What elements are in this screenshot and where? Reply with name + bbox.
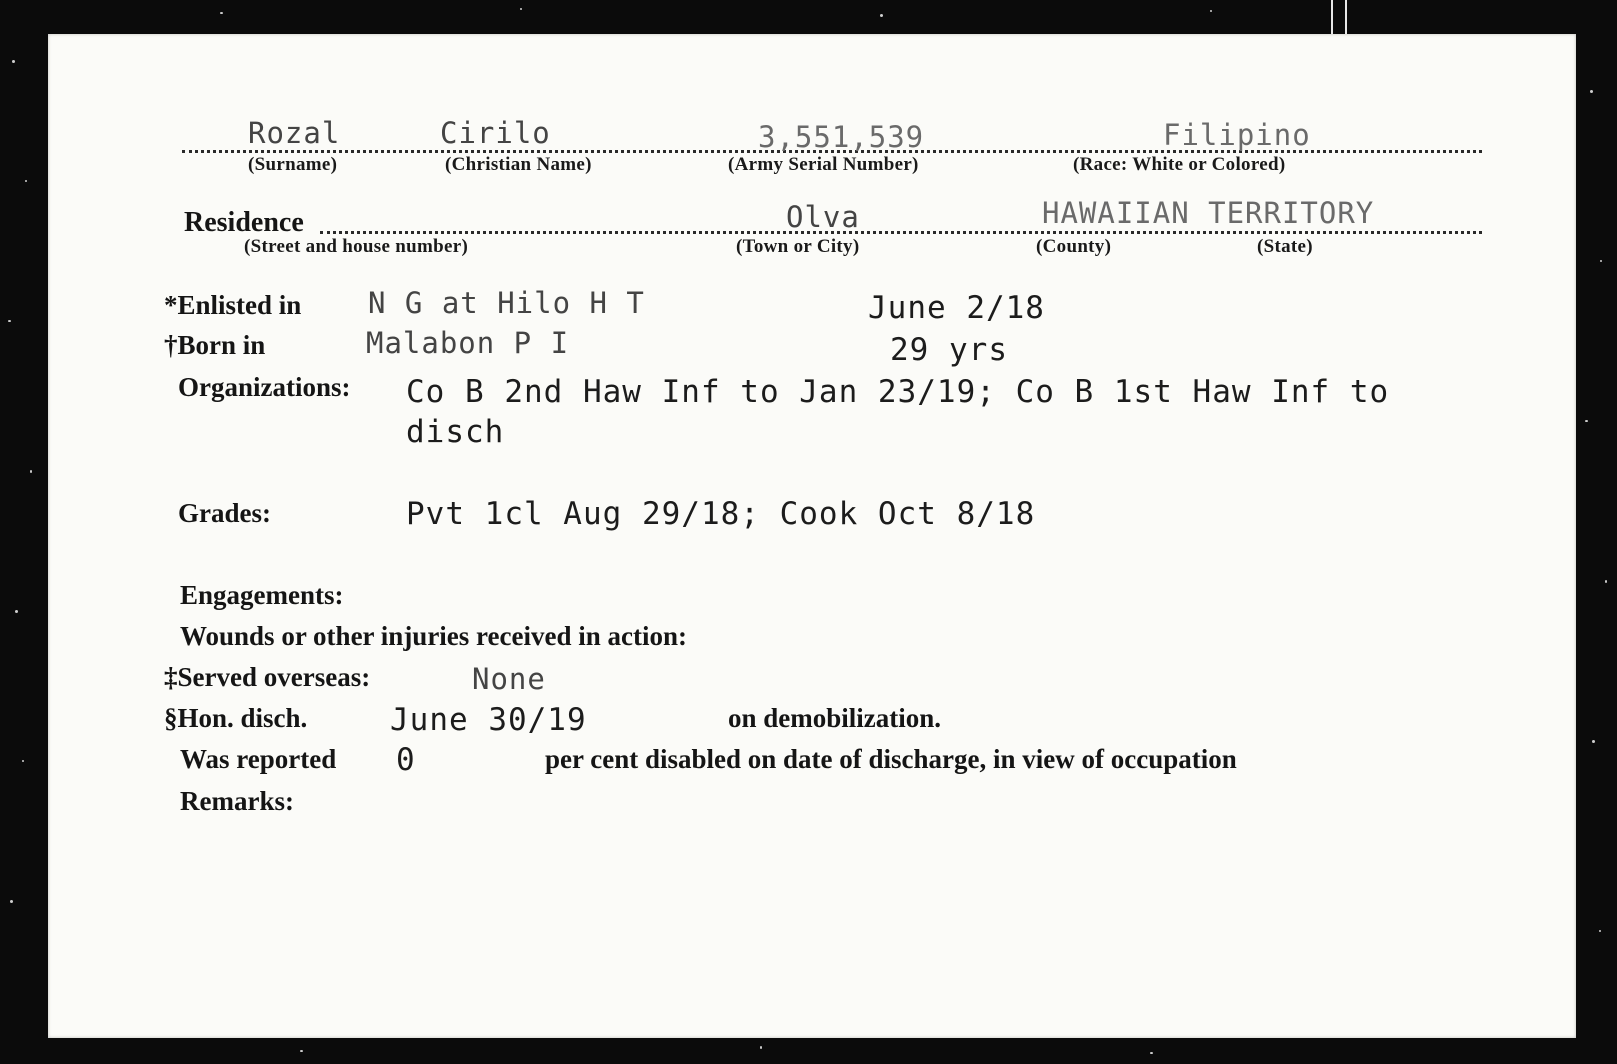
residence-label: Residence bbox=[184, 207, 304, 238]
organizations-line-2: disch bbox=[406, 414, 505, 450]
organizations-label: Organizations: bbox=[178, 372, 351, 402]
serial-number-caption: (Army Serial Number) bbox=[728, 154, 919, 175]
born-label: †Born in bbox=[164, 330, 266, 360]
county-caption: (County) bbox=[1036, 236, 1112, 257]
christian-name-value: Cirilo bbox=[440, 116, 551, 150]
remarks-label: Remarks: bbox=[180, 786, 294, 816]
scan-frame-line bbox=[1331, 0, 1333, 34]
enlisted-date: June 2/18 bbox=[868, 290, 1045, 326]
surname-value: Rozal bbox=[248, 116, 341, 150]
race-caption: (Race: White or Colored) bbox=[1073, 154, 1286, 175]
christian-name-caption: (Christian Name) bbox=[445, 154, 592, 175]
town-caption: (Town or City) bbox=[736, 236, 860, 257]
engagements-label: Engagements: bbox=[180, 580, 344, 610]
wounds-label: Wounds or other injuries received in action: bbox=[180, 621, 688, 651]
percent-disabled-value: 0 bbox=[396, 742, 416, 778]
grades-value: Pvt 1cl Aug 29/18; Cook Oct 8/18 bbox=[406, 496, 1036, 532]
disabled-text: per cent disabled on date of discharge, in view of occupation bbox=[545, 744, 1237, 774]
residence-dotted-line bbox=[320, 231, 1482, 234]
serial-number-value: 3,551,539 bbox=[758, 120, 925, 154]
hon-disch-date: June 30/19 bbox=[390, 702, 587, 738]
hon-disch-label: §Hon. disch. bbox=[164, 703, 308, 733]
race-value: Filipino bbox=[1163, 118, 1311, 152]
surname-caption: (Surname) bbox=[248, 154, 338, 175]
grades-label: Grades: bbox=[178, 498, 271, 528]
born-value: Malabon P I bbox=[366, 326, 570, 360]
county-state-value: HAWAIIAN TERRITORY bbox=[1042, 196, 1375, 230]
organizations-line-1: Co B 2nd Haw Inf to Jan 23/19; Co B 1st Haw Inf to bbox=[406, 374, 1390, 410]
enlisted-value: N G at Hilo H T bbox=[368, 286, 645, 320]
enlisted-label: *Enlisted in bbox=[164, 290, 302, 320]
served-overseas-label: ‡Served overseas: bbox=[164, 662, 371, 692]
demobilization-text: on demobilization. bbox=[728, 703, 942, 733]
town-value: Olva bbox=[786, 200, 860, 234]
scan-frame-line bbox=[1345, 0, 1347, 34]
street-caption: (Street and house number) bbox=[244, 236, 469, 257]
service-record-card bbox=[48, 34, 1576, 1038]
age-value: 29 yrs bbox=[890, 332, 1008, 368]
was-reported-label: Was reported bbox=[180, 744, 337, 774]
served-overseas-value: None bbox=[472, 662, 546, 696]
state-caption: (State) bbox=[1257, 236, 1313, 257]
